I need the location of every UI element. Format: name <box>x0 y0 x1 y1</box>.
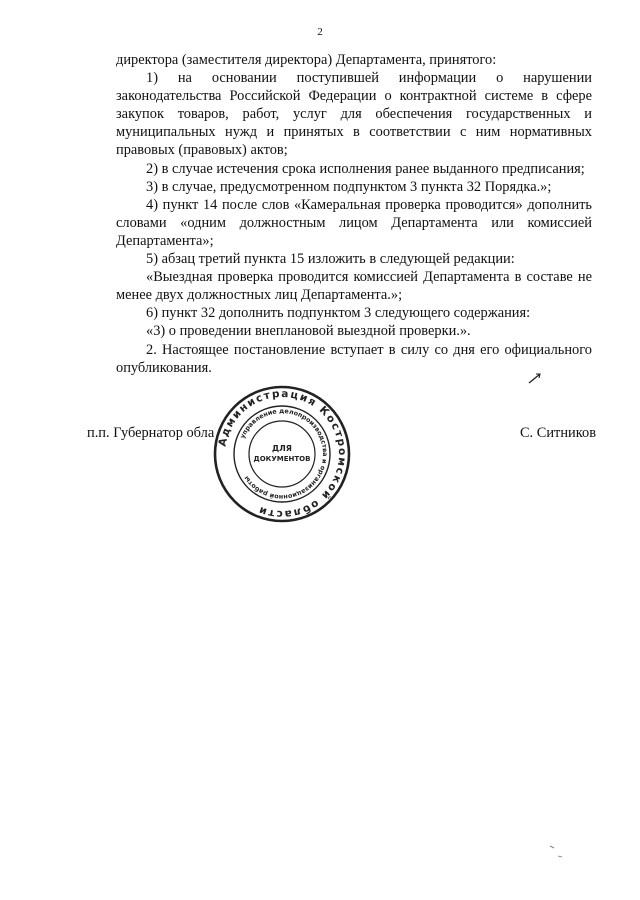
official-seal <box>212 384 352 524</box>
paragraph-3: 2) в случае истечения срока исполнения ранее выданного предписания; <box>146 160 585 177</box>
paragraph-8: 6) пункт 32 дополнить подпунктом 3 следующего содержания: <box>146 305 531 322</box>
seal-outer-text: Администрация Костромской области <box>216 387 349 521</box>
signature-tick-mark <box>528 372 542 384</box>
paragraph-5: 4) пункт 14 после слов «Камеральная проверка проводится» дополнить словами «одним должностным лицом Департамента или комиссией Департамента»; <box>116 196 592 249</box>
seal-center-line-2: ДОКУМЕНТОВ <box>253 455 311 463</box>
seal-center-line-1: ДЛЯ <box>272 444 292 453</box>
scan-mark <box>548 840 578 860</box>
document-body <box>116 51 592 377</box>
paragraph-10: 2. Настоящее постановление вступает в силу со дня его официального опубликования. <box>116 341 592 376</box>
signatory-position: п.п. Губернатор обла <box>87 425 215 441</box>
paragraph-4: 3) в случае, предусмотренном подпунктом 3 пункта 32 Порядка.»; <box>146 178 552 195</box>
paragraph-1: директора (заместителя директора) Департамента, принятого: <box>116 52 497 68</box>
paragraph-7: «Выездная проверка проводится комиссией Департамента в составе не менее двух должностных лиц Департамента.»; <box>116 269 592 304</box>
signatory-name: С. Ситников <box>519 425 596 441</box>
paragraph-2: 1) на основании поступившей информации о нарушении законодательства Российской Федерации о контрактной системе в сфере закупок товаров, работ, услуг для обеспечения государственных и муниципальных нужд и принятых в соответствии с ним нормативных правовых (правовых) актов; <box>116 70 592 159</box>
seal-inner-text: управление делопроизводства и организационной работы <box>238 406 330 502</box>
paragraph-9: «3) о проведении внеплановой выездной проверки.». <box>146 323 471 340</box>
paragraph-6: 5) абзац третий пункта 15 изложить в следующей редакции: <box>146 251 515 268</box>
page-number: 2 <box>317 26 323 38</box>
